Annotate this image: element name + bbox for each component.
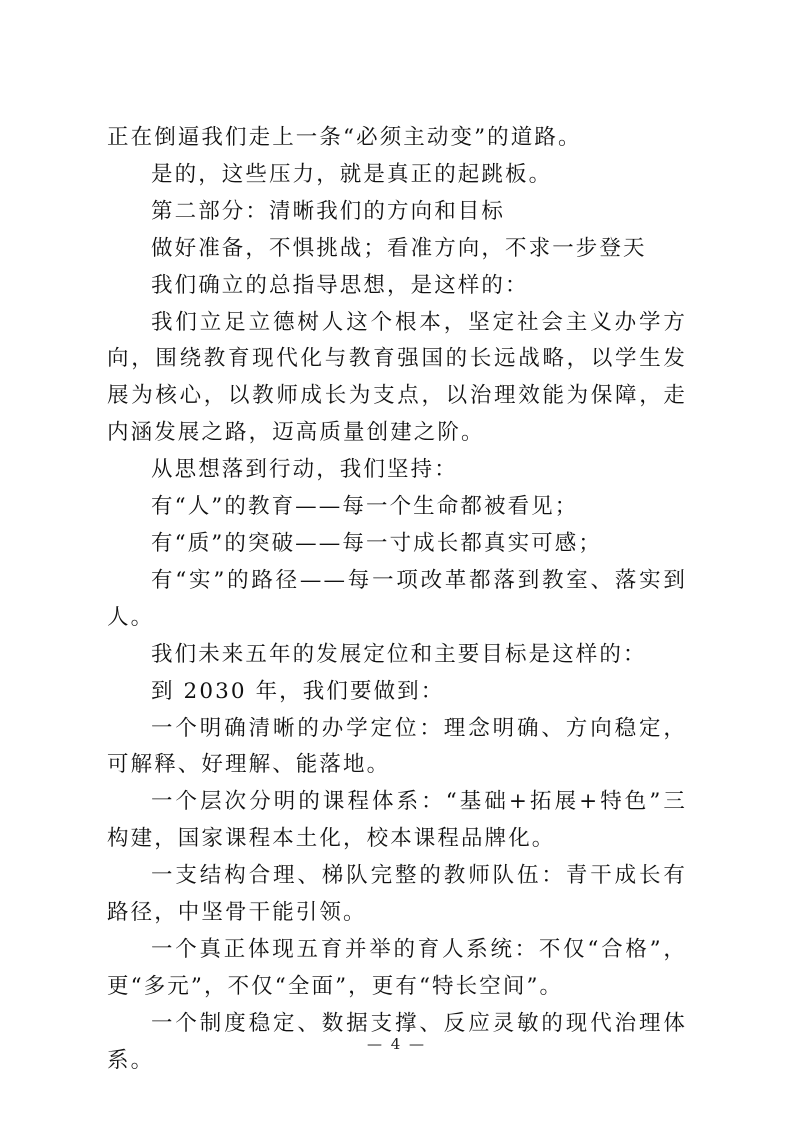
section-heading: 第二部分：清晰我们的方向和目标 [151,198,506,224]
paragraph: 是的，这些压力，就是真正的起跳板。 [151,161,553,187]
goal-item: 一支结构合理、梯队完整的教师队伍：青干成长有路径，中坚骨干能引领。 [107,863,687,926]
paragraph: 正在倒逼我们走上一条“必须主动变”的道路。 [107,125,582,150]
goal-item: 一个制度稳定、数据支撑、反应灵敏的现代治理体系。 [107,1010,687,1073]
list-item: 有“人”的教育——每一个生命都被看见； [151,494,579,520]
goal-item: 一个真正体现五育并举的育人系统：不仅“合格”，更“多元”，不仅“全面”，更有“特长空间”。 [107,936,687,999]
paragraph: 我们确立的总指导思想，是这样的： [151,272,529,298]
paragraph: 到 2030 年，我们要做到： [151,678,445,704]
body-text [107,120,687,1080]
list-item: 有“质”的突破——每一寸成长都真实可感； [151,530,602,556]
list-item: 有“实”的路径——每一项改革都落到教室、落实到人。 [107,567,687,630]
goal-item: 一个明确清晰的办学定位：理念明确、方向稳定，可解释、好理解、能落地。 [107,715,687,778]
paragraph: 从思想落到行动，我们坚持： [151,457,458,483]
goal-item: 一个层次分明的课程体系：“基础+拓展+特色”三构建，国家课程本土化，校本课程品牌化。 [107,789,687,852]
paragraph: 做好准备，不惧挑战；看准方向，不求一步登天 [151,235,647,261]
paragraph: 我们未来五年的发展定位和主要目标是这样的： [151,641,647,667]
paragraph: 我们立足立德树人这个根本，坚定社会主义办学方向，围绕教育现代化与教育强国的长远战略，以学生发展为核心，以教师成长为支点，以治理效能为保障，走内涵发展之路，迈高质量创建之阶。 [107,309,687,446]
page-number: — 4 — [366,1035,427,1053]
